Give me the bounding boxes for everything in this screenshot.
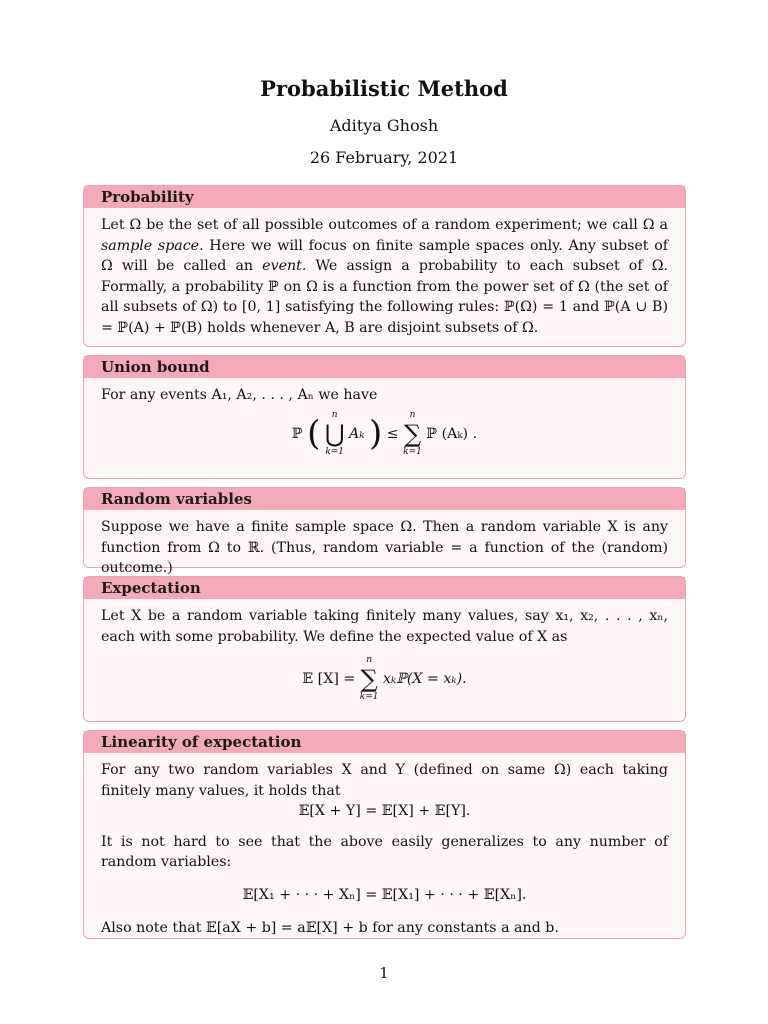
union-bound-equation: ℙ ( n ⋃ k=1 Aₖ ) ≤ n ∑ k=1 ℙ (Aₖ) .: [291, 409, 478, 457]
random-variables-text: Suppose we have a finite sample space Ω. Then a random variable X is any function from Ω to ℝ. (Thus, random variable = a function of the (random) outcome.): [101, 519, 668, 577]
expectation-text: Let X be a random variable taking finitely many values, say x₁, x₂, . . . , xₙ, each with some probability. We define the expected value of X as: [101, 608, 668, 645]
union-bound-heading: Union bound: [84, 356, 685, 378]
expectation-body: [84, 599, 685, 717]
probability-box: [83, 185, 686, 347]
linearity-equation-2: 𝔼[X₁ + · · · + Xₙ] = 𝔼[X₁] + · · · + 𝔼[Xₙ].: [242, 886, 527, 903]
probability-text-1: Let Ω be the set of all possible outcomes of a random experiment; we call Ω a: [101, 217, 668, 233]
linearity-heading: Linearity of expectation: [84, 731, 685, 753]
linearity-equation-1: 𝔼[X + Y] = 𝔼[X] + 𝔼[Y].: [298, 803, 471, 820]
probability-text-3: . Here we will focus on finite sample spaces only. Any subset of Ω will be called an: [101, 237, 668, 275]
linearity-body: [84, 753, 685, 946]
linearity-text-1: For any two random variables X and Y (defined on same Ω) each taking finitely many values, it holds that: [101, 762, 668, 799]
union-bound-box: [83, 355, 686, 479]
expectation-heading: Expectation: [84, 577, 685, 599]
author-name: Aditya Ghosh: [329, 116, 439, 135]
big-union-operator: n ⋃ k=1: [324, 409, 345, 457]
sample-space-term: sample space: [101, 237, 200, 254]
expectation-term: xₖℙ(X = xₖ).: [383, 671, 467, 688]
probability-body: [84, 208, 685, 347]
union-lhs-term: Aₖ: [349, 425, 365, 442]
linearity-text-2: It is not hard to see that the above easily generalizes to any number of random variables:: [101, 833, 668, 871]
probability-text-5: . We assign a probability to each subset of Ω. Formally, a probability ℙ on Ω is a function from the power set of Ω (the set of all subsets of Ω) to [0, 1] satisfying the following rules: ℙ(Ω) = 1 and ℙ(A ∪ B) = ℙ(A) + ℙ(B) holds whenever A, B are disjoint subsets of Ω.: [101, 258, 668, 336]
document-title: Probabilistic Method: [260, 76, 508, 101]
expectation-equation: [101, 655, 668, 703]
expectation-lhs: 𝔼 [X] =: [302, 671, 356, 688]
random-variables-box: [83, 487, 686, 577]
sum-operator: n ∑ k=1: [403, 409, 422, 457]
union-lhs-p: ℙ: [291, 425, 303, 442]
linearity-box: [83, 730, 686, 939]
union-bound-intro: For any events A₁, A₂, . . . , Aₙ we have: [101, 387, 378, 403]
probability-heading: Probability: [84, 186, 685, 208]
page-number: 1: [379, 964, 389, 982]
union-rhs-term: ℙ (Aₖ) .: [426, 425, 478, 442]
expectation-sum-operator: n ∑ k=1: [359, 655, 379, 703]
leq-symbol: ≤: [386, 425, 399, 442]
union-bound-body: [84, 378, 685, 472]
event-term: event: [262, 258, 302, 275]
document-date: 26 February, 2021: [309, 148, 459, 167]
expectation-box: [83, 576, 686, 722]
random-variables-heading: Random variables: [84, 488, 685, 510]
linearity-text-3: Also note that 𝔼[aX + b] = a𝔼[X] + b for any constants a and b.: [101, 919, 559, 936]
